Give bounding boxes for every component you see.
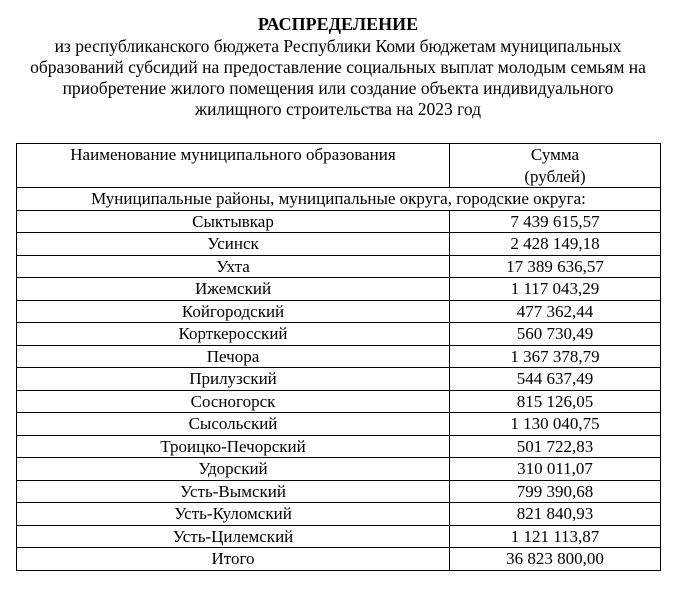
document-subtitle: из республиканского бюджета Республики Коми бюджетам муниципальных образований субсидий на предоставление социальных выплат молодым семьям на приобретение жилого помещения или создание объекта индивидуального жилищного строительства на 2023 год <box>30 36 646 119</box>
municipality-sum: 2 428 149,18 <box>450 233 661 256</box>
table-row <box>17 503 661 526</box>
section-label: Муниципальные районы, муниципальные округа, городские округа: <box>17 188 661 211</box>
header-sum-label: Сумма <box>530 145 580 164</box>
header-municipality: Наименование муниципального образования <box>17 144 450 188</box>
municipality-sum: 477 362,44 <box>450 300 661 323</box>
municipality-sum: 821 840,93 <box>450 503 661 526</box>
municipality-name: Койгородский <box>17 300 450 323</box>
municipality-name: Ижемский <box>17 278 450 301</box>
table-row <box>17 435 661 458</box>
municipality-name: Прилузский <box>17 368 450 391</box>
section-row <box>17 188 661 211</box>
table-row <box>17 525 661 548</box>
municipality-name: Удорский <box>17 458 450 481</box>
header-sum <box>450 144 661 188</box>
distribution-table <box>16 143 661 571</box>
municipality-sum: 1 130 040,75 <box>450 413 661 436</box>
municipality-sum: 815 126,05 <box>450 390 661 413</box>
municipality-name: Усть-Куломский <box>17 503 450 526</box>
municipality-sum: 560 730,49 <box>450 323 661 346</box>
municipality-name: Усть-Вымский <box>17 480 450 503</box>
municipality-name: Сосногорск <box>17 390 450 413</box>
municipality-sum: 310 011,07 <box>450 458 661 481</box>
municipality-name: Печора <box>17 345 450 368</box>
total-sum: 36 823 800,00 <box>450 548 661 571</box>
municipality-sum: 17 389 636,57 <box>450 255 661 278</box>
table-row <box>17 413 661 436</box>
table-row <box>17 345 661 368</box>
table-row <box>17 210 661 233</box>
municipality-name: Ухта <box>17 255 450 278</box>
municipality-name: Троицко-Печорский <box>17 435 450 458</box>
municipality-sum: 799 390,68 <box>450 480 661 503</box>
document-title: РАСПРЕДЕЛЕНИЕ <box>257 14 419 34</box>
header-sum-unit: (рублей) <box>524 166 586 186</box>
municipality-name: Усть-Цилемский <box>17 525 450 548</box>
table-row <box>17 278 661 301</box>
municipality-name: Усинск <box>17 233 450 256</box>
table-row <box>17 323 661 346</box>
municipality-sum: 7 439 615,57 <box>450 210 661 233</box>
table-row <box>17 255 661 278</box>
municipality-name: Сыктывкар <box>17 210 450 233</box>
municipality-sum: 1 121 113,87 <box>450 525 661 548</box>
table-header-row <box>17 144 661 188</box>
table-row <box>17 300 661 323</box>
municipality-sum: 1 367 378,79 <box>450 345 661 368</box>
municipality-sum: 501 722,83 <box>450 435 661 458</box>
municipality-name: Сысольский <box>17 413 450 436</box>
table-row <box>17 390 661 413</box>
municipality-sum: 1 117 043,29 <box>450 278 661 301</box>
document <box>0 0 676 120</box>
municipality-sum: 544 637,49 <box>450 368 661 391</box>
table-row <box>17 368 661 391</box>
municipality-name: Корткеросский <box>17 323 450 346</box>
table-row <box>17 458 661 481</box>
total-label: Итого <box>17 548 450 571</box>
total-row <box>17 548 661 571</box>
table-row <box>17 233 661 256</box>
table-row <box>17 480 661 503</box>
